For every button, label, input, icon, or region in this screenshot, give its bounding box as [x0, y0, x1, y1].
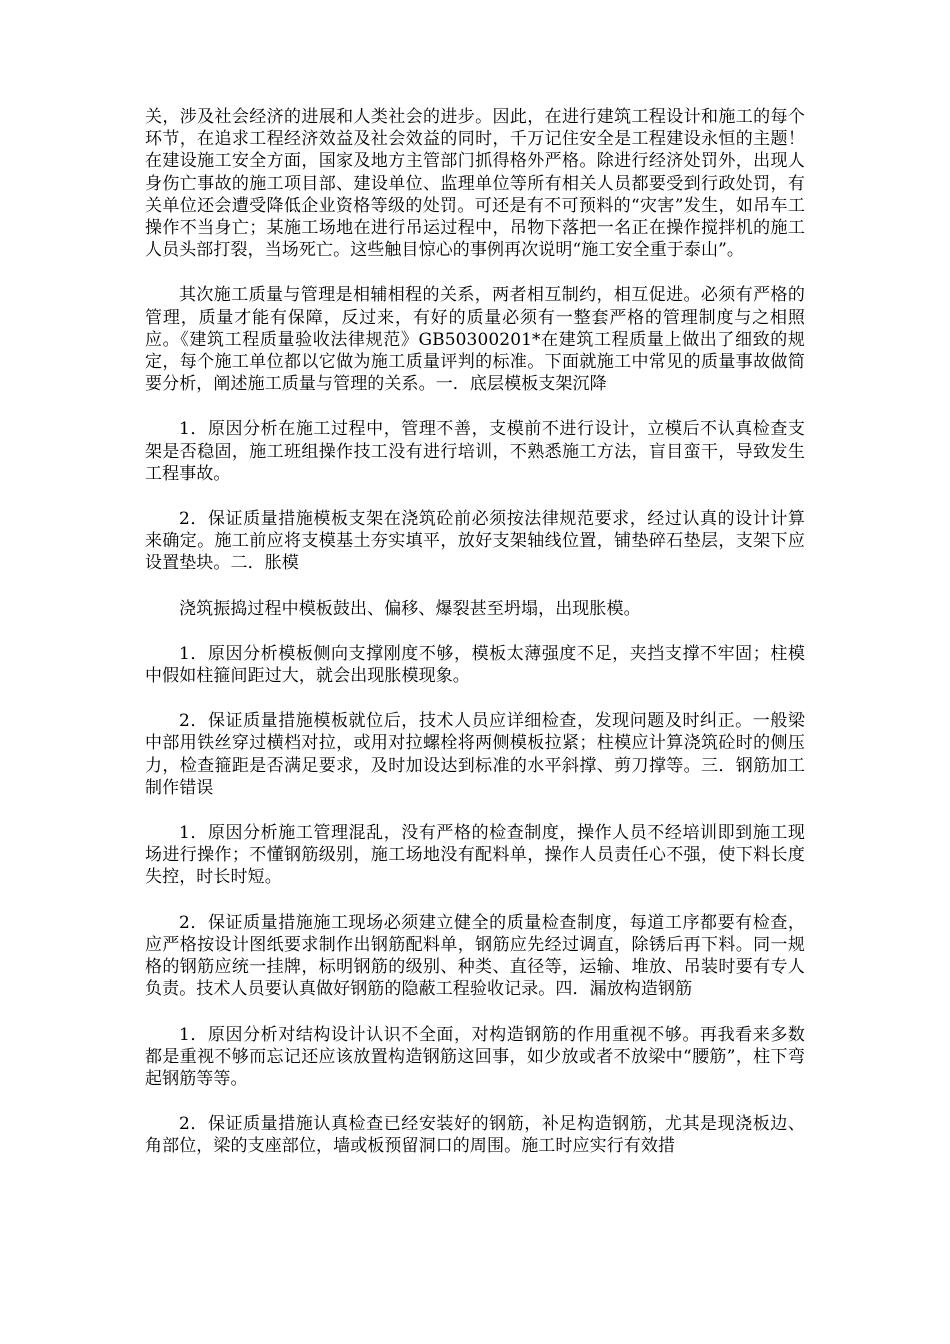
paragraph: 2．保证质量措施模板支架在浇筑砼前必须按法律规范要求，经过认真的设计计算来确定。施工前应将支模基土夯实填平，放好支架轴线位置，铺垫碎石垫层，支架下应设置垫块。二．胀模 — [145, 509, 805, 574]
paragraph: 1．原因分析在施工过程中，管理不善，支模前不进行设计，立模后不认真检查支架是否稳固，施工班组操作技工没有进行培训，不熟悉施工方法，盲目蛮干，导致发生工程事故。 — [145, 419, 805, 484]
paragraph: 1．原因分析对结构设计认识不全面，对构造钢筋的作用重视不够。再我看来多数都是重视不够而忘记还应该放置构造钢筋这回事，如少放或者不放梁中“腰筋”，柱下弯起钢筋等等。 — [145, 1024, 805, 1089]
paragraph: 2．保证质量措施认真检查已经安装好的钢筋，补足构造钢筋，尤其是现浇板边、角部位，梁的支座部位，墙或板预留洞口的周围。施工时应实行有效措 — [145, 1114, 805, 1157]
paragraph: 2．保证质量措施施工现场必须建立健全的质量检查制度，每道工序都要有检查，应严格按设计图纸要求制作出钢筋配料单，钢筋应先经过调直，除锈后再下料。同一规格的钢筋应统一挂牌，标明钢筋的级别、种类、直径等，运输、堆放、吊装时要有专人负责。技术人员要认真做好钢筋的隐蔽工程验收记录。四．漏放构造钢筋 — [145, 912, 805, 1000]
paragraph: 1．原因分析施工管理混乱，没有严格的检查制度，操作人员不经培训即到施工现场进行操作；不懂钢筋级别，施工场地没有配料单，操作人员责任心不强，使下料长度失控，时长时短。 — [145, 823, 805, 888]
paragraph: 其次施工质量与管理是相辅相程的关系，两者相互制约，相互促进。必须有严格的管理，质量才能有保障，反过来，有好的质量必须有一整套严格的管理制度与之相照应。《建筑工程质量验收法律规范》GB50300201*在建筑工程质量上做出了细致的规定，每个施工单位都以它做为施工质量评判的标准。下面就施工中常见的质量事故做简要分析，阐述施工质量与管理的关系。一．底层模板支架沉降 — [145, 285, 805, 395]
paragraph: 关，涉及社会经济的进展和人类社会的进步。因此，在进行建筑工程设计和施工的每个环节，在追求工程经济效益及社会效益的同时，千万记住安全是工程建设永恒的主题！在建设施工安全方面，国家及地方主管部门抓得格外严格。除进行经济处罚外，出现人身伤亡事故的施工项目部、建设单位、监理单位等所有相关人员都要受到行政处罚，有关单位还会遭受降低企业资格等级的处罚。可还是有不可预料的“灾害”发生，如吊车工操作不当身亡；某施工场地在进行吊运过程中，吊物下落把一名正在操作搅拌机的施工人员头部打裂，当场死亡。这些触目惊心的事例再次说明“施工安全重于泰山”。 — [145, 107, 805, 261]
paragraph: 1．原因分析模板侧向支撑刚度不够，模板太薄强度不足，夹挡支撑不牢固；柱模中假如柱箍间距过大，就会出现胀模现象。 — [145, 643, 805, 687]
paragraph: 2．保证质量措施模板就位后，技术人员应详细检查，发现问题及时纠正。一般梁中部用铁丝穿过横档对拉，或用对拉螺栓将两侧模板拉紧；柱模应计算浇筑砼时的侧压力，检查箍距是否满足要求，及时加设达到标准的水平斜撑、剪刀撑等。三．钢筋加工制作错误 — [145, 711, 805, 798]
paragraph: 浇筑振捣过程中模板鼓出、偏移、爆裂甚至坍塌，出现胀模。 — [179, 598, 641, 619]
document-body — [145, 106, 805, 1181]
